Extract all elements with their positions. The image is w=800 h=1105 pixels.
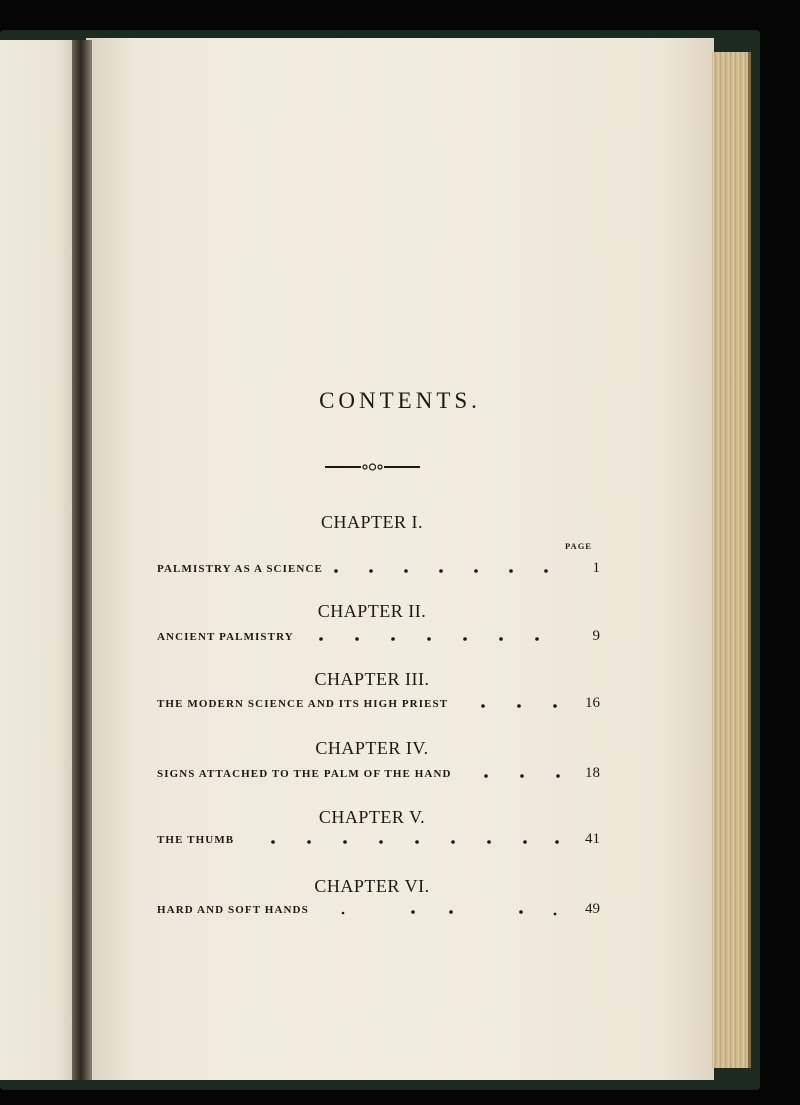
toc-page-2: 9 (592, 628, 600, 644)
page-edges (712, 52, 751, 1068)
contents-heading: CONTENTS. (319, 388, 481, 413)
leader-dots (479, 696, 559, 712)
toc-row-6 (157, 901, 600, 924)
toc-row-5 (157, 831, 600, 854)
leader-dots (482, 766, 562, 782)
toc-entry-5: THE THUMB (157, 834, 235, 846)
toc-row-2 (157, 628, 600, 651)
chapter-heading-3: CHAPTER III. (314, 669, 430, 689)
chapter-heading-4: CHAPTER IV. (315, 738, 429, 758)
toc-page-4: 18 (585, 765, 600, 781)
toc-entry-4: SIGNS ATTACHED TO THE PALM OF THE HAND (157, 768, 452, 780)
chapter-heading-5: CHAPTER V. (318, 807, 426, 827)
chapter-heading-6: CHAPTER VI. (314, 876, 430, 896)
toc-page-1: 1 (592, 560, 600, 576)
leader-dots (269, 832, 561, 848)
toc-entry-3: THE MODERN SCIENCE AND ITS HIGH PRIEST (157, 698, 449, 710)
chapter-heading-2: CHAPTER II. (317, 601, 427, 621)
leader-dots (317, 629, 557, 645)
leader-dots (339, 902, 559, 918)
ornament-divider (325, 460, 420, 474)
leader-dots (332, 561, 562, 577)
page-column-label: PAGE (565, 541, 592, 551)
toc-row-1 (157, 560, 600, 583)
toc-page-6: 49 (585, 901, 600, 917)
book-gutter (72, 40, 92, 1080)
toc-page-3: 16 (585, 695, 600, 711)
toc-page-5: 41 (585, 831, 600, 847)
toc-entry-2: ANCIENT PALMISTRY (157, 631, 294, 643)
toc-row-4 (157, 765, 600, 788)
chapter-heading-1: CHAPTER I. (320, 512, 423, 532)
toc-entry-6: HARD AND SOFT HANDS (157, 904, 309, 916)
toc-entry-1: PALMISTRY AS A SCIENCE (157, 563, 323, 575)
toc-row-3 (157, 695, 600, 718)
left-page (0, 40, 80, 1080)
